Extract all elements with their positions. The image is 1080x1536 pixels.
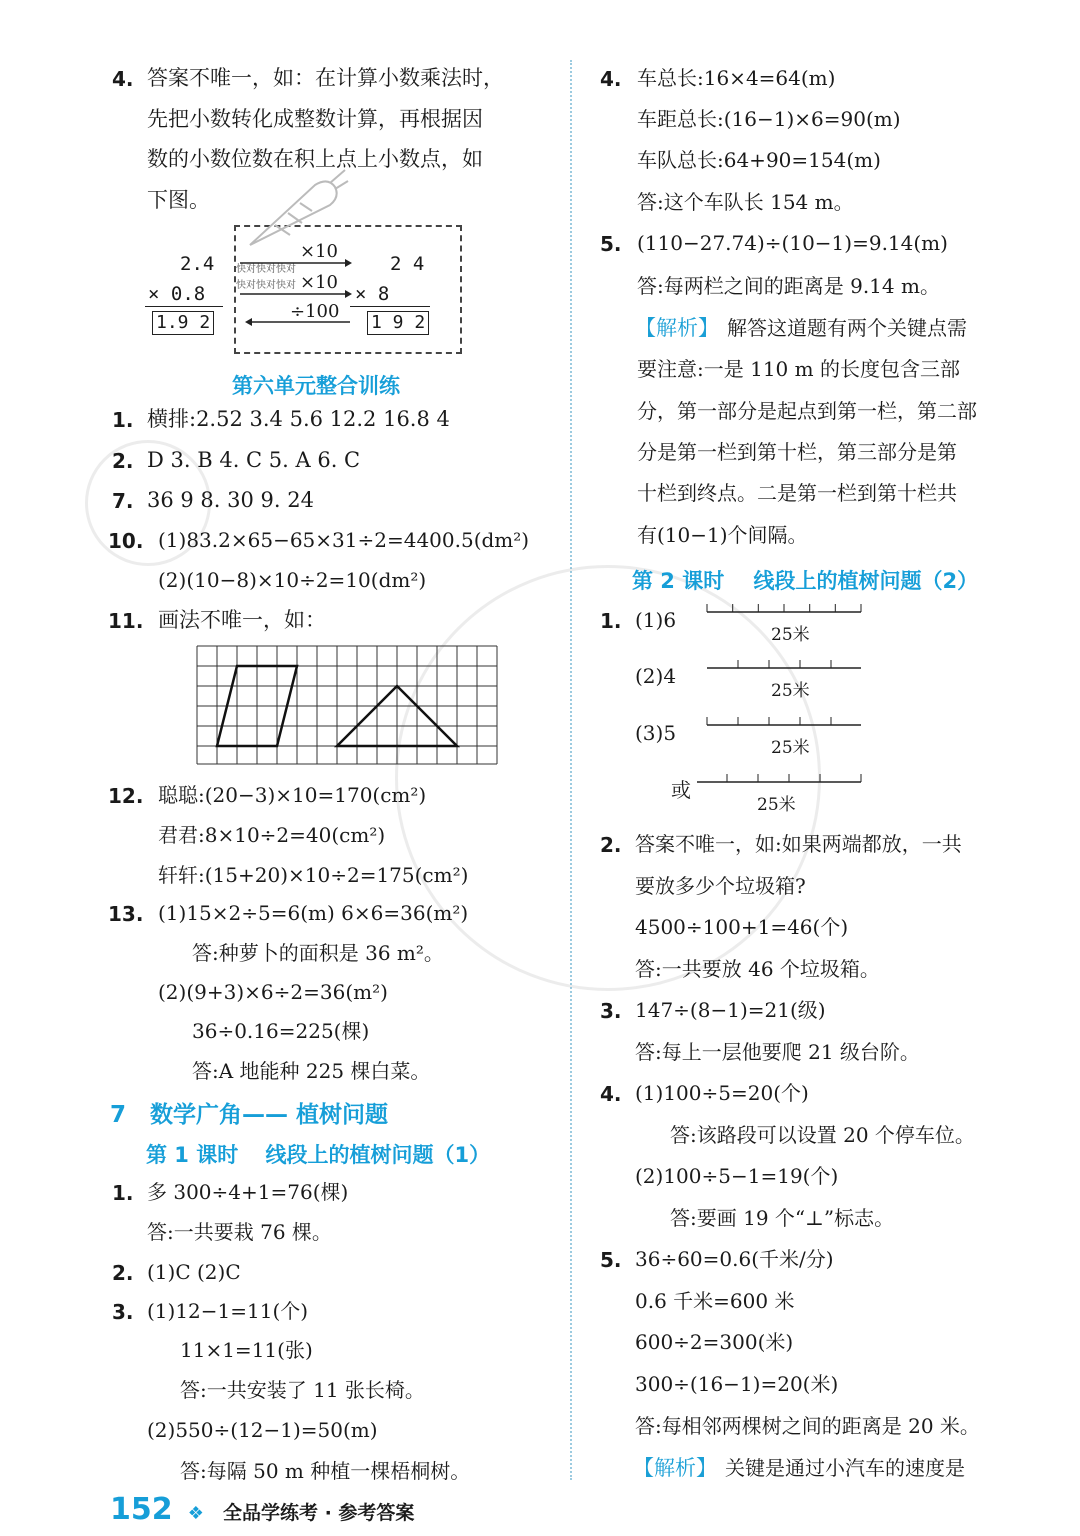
item-text: 答:要画 19 个“⊥”标志。 [670, 1206, 895, 1230]
q13-line: (2)(9+3)×6÷2=36(m²) [158, 980, 388, 1004]
arrow-label-x10: ×10 [300, 241, 338, 262]
item-text: (1)C (2)C [147, 1260, 241, 1284]
lesson-1-heading [146, 1139, 490, 1169]
item-text: 答:每隔 50 m 种植一棵梧桐树。 [180, 1459, 471, 1483]
q4-line: 数的小数位数在积上点上小数点，如 [147, 147, 483, 171]
item-text: (2)(10−8)×10÷2=10(dm²) [158, 568, 427, 592]
result-2: 1 9 2 [367, 311, 429, 335]
q5-number: 5. [600, 232, 622, 256]
q4-line: 车队总长:64+90=154(m) [637, 148, 881, 172]
item-text: 多 300÷4+1=76(棵) [147, 1180, 349, 1204]
page-footer [110, 1492, 414, 1527]
item-text: 11×1=11(张) [180, 1338, 313, 1362]
item-number: 2. [600, 833, 622, 857]
item-text: (2)550÷(12−1)=50(m) [147, 1418, 378, 1442]
q4-line: 车总长:16×4=64(m) [637, 66, 836, 90]
q13-line: 36÷0.16=225(棵) [192, 1019, 370, 1043]
section-7-title: 数学广角—— 植树问题 [150, 1102, 389, 1128]
segment-unit: 25米 [771, 625, 810, 645]
q13-line: 答:A 地能种 225 棵白菜。 [192, 1059, 431, 1083]
item-text: (1)100÷5=20(个) [635, 1081, 809, 1105]
item-text: 横排:2.52 3.4 5.6 12.2 16.8 4 [147, 407, 450, 431]
segment-unit: 25米 [771, 738, 810, 758]
lesson-2-title: 线段上的植树问题（2） [753, 569, 979, 593]
lesson-1-title: 线段上的植树问题（1） [265, 1143, 491, 1167]
item-text: 答:每相邻两棵树之间的距离是 20 米。 [635, 1414, 980, 1438]
item-text: 答案不唯一，如:如果两端都放，一共 [635, 832, 962, 856]
item-text: 答:一共要栽 76 棵。 [147, 1220, 332, 1244]
item-text: 4500÷100+1=46(个) [635, 915, 849, 939]
item-text: 画法不唯一，如： [158, 608, 326, 632]
analysis-line: 解答这道题有两个关键点需 [727, 316, 967, 340]
item-text: 36÷60=0.6(千米/分) [635, 1247, 834, 1271]
stamp-text: 快对快对快对 [236, 280, 296, 291]
item-text: (2)100÷5−1=19(个) [635, 1164, 839, 1188]
item-text: D 3. B 4. C 5. A 6. C [147, 448, 361, 472]
lesson-2-label: 第 2 课时 [632, 569, 725, 593]
factor-a1: 2.4 [180, 253, 215, 275]
result-1: 1.9 2 [152, 311, 214, 335]
item-text: 要放多少个垃圾箱? [635, 874, 806, 898]
segment-label: (2)4 [635, 664, 677, 688]
q12-line: 君君:8×10÷2=40(cm²) [158, 823, 386, 847]
q4-line: 车距总长:(16−1)×6=90(m) [637, 107, 901, 131]
analysis-line: 十栏到终点。二是第一栏到第十栏共 [637, 481, 957, 505]
item-text: 答:一共要放 46 个垃圾箱。 [635, 957, 880, 981]
item-text: 600÷2=300(米) [635, 1330, 794, 1354]
q13-line: 答:种萝卜的面积是 36 m²。 [192, 941, 444, 965]
item-number: 11. [108, 609, 144, 633]
q4-line: 先把小数转化成整数计算，再根据因 [147, 107, 483, 131]
q13-line: (1)15×2÷5=6(m) 6×6=36(m²) [158, 901, 469, 925]
item-text: (1)12−1=11(个) [147, 1299, 309, 1323]
item-number: 1. [600, 609, 622, 633]
item-number: 5. [600, 1248, 622, 1272]
q12-line: 轩轩:(15+20)×10÷2=175(cm²) [158, 863, 469, 887]
item-number: 3. [112, 1300, 134, 1324]
analysis-tag: 【解析】 [633, 1456, 717, 1480]
factor-b1: × 0.8 [148, 283, 206, 305]
section-7-heading [110, 1096, 388, 1129]
analysis-tag: 【解析】 [635, 316, 719, 340]
analysis-line: 关键是通过小汽车的速度是 [725, 1456, 965, 1480]
item-text: 答:该路段可以设置 20 个停车位。 [670, 1123, 975, 1147]
q4-line: 答:这个车队长 154 m。 [637, 190, 854, 214]
item-text: 答:一共安装了 11 张长椅。 [180, 1378, 425, 1402]
analysis-line: 分是第一栏到第十栏，第三部分是第 [637, 440, 957, 464]
item-number: 1. [112, 408, 134, 432]
carrot-icon [240, 165, 350, 255]
item-text: 147÷(8−1)=21(级) [635, 998, 826, 1022]
footer-title: 全品学练考 · 参考答案 [222, 1502, 415, 1524]
factor-a2: 2 4 [390, 253, 425, 275]
unit6-title: 第六单元整合训练 [232, 374, 400, 398]
q12-number: 12. [108, 784, 144, 808]
lesson-2-heading [632, 565, 978, 595]
item-text: 答:每上一层他要爬 21 级台阶。 [635, 1040, 920, 1064]
item-number: 3. [600, 999, 622, 1023]
q5-line: 答:每两栏之间的距离是 9.14 m。 [637, 274, 940, 298]
item-number: 2. [112, 1261, 134, 1285]
q4-line: 下图。 [147, 188, 210, 212]
q4-line: 答案不唯一，如：在计算小数乘法时， [147, 66, 504, 90]
q5-line: (110−27.74)÷(10−1)=9.14(m) [637, 231, 948, 255]
q4-number: 4. [112, 67, 134, 91]
item-text: 300÷(16−1)=20(米) [635, 1372, 839, 1396]
item-text: (1)83.2×65−65×31÷2=4400.5(dm²) [158, 528, 530, 552]
item-text: 0.6 千米=600 米 [635, 1289, 795, 1313]
item-number: 10. [108, 529, 144, 553]
page-number: 152 [110, 1492, 173, 1527]
segment-label: (1)6 [635, 608, 677, 632]
segment-unit: 25米 [757, 795, 796, 815]
item-number: 4. [600, 1082, 622, 1106]
segment-unit: 25米 [771, 681, 810, 701]
diamond-icon: ❖ [187, 1503, 204, 1524]
q12-line: 聪聪:(20−3)×10=170(cm²) [158, 783, 427, 807]
segment-label: (3)5 [635, 721, 677, 745]
q4-number: 4. [600, 67, 622, 91]
item-number: 7. [112, 489, 134, 513]
section-7-number: 7 [110, 1102, 127, 1128]
q13-number: 13. [108, 902, 144, 926]
multiplication-figure [140, 220, 470, 355]
item-number: 1. [112, 1181, 134, 1205]
lesson-1-label: 第 1 课时 [146, 1143, 239, 1167]
arrow-label-x10b: ×10 [300, 272, 338, 293]
stamp-text: 快对快对快对 [236, 264, 296, 275]
analysis-line: 有(10−1)个间隔。 [637, 523, 808, 547]
item-number: 2. [112, 449, 134, 473]
analysis-line: 分，第一部分是起点到第一栏，第二部 [637, 399, 977, 423]
arrow-label-div100: ÷100 [290, 301, 340, 322]
item-text: 36 9 8. 30 9. 24 [147, 488, 314, 512]
factor-b2: × 8 [355, 283, 390, 305]
segment-label: 或 [671, 778, 691, 802]
grid-drawing [195, 644, 505, 769]
analysis-line: 要注意:一是 110 m 的长度包含三部 [637, 357, 960, 381]
